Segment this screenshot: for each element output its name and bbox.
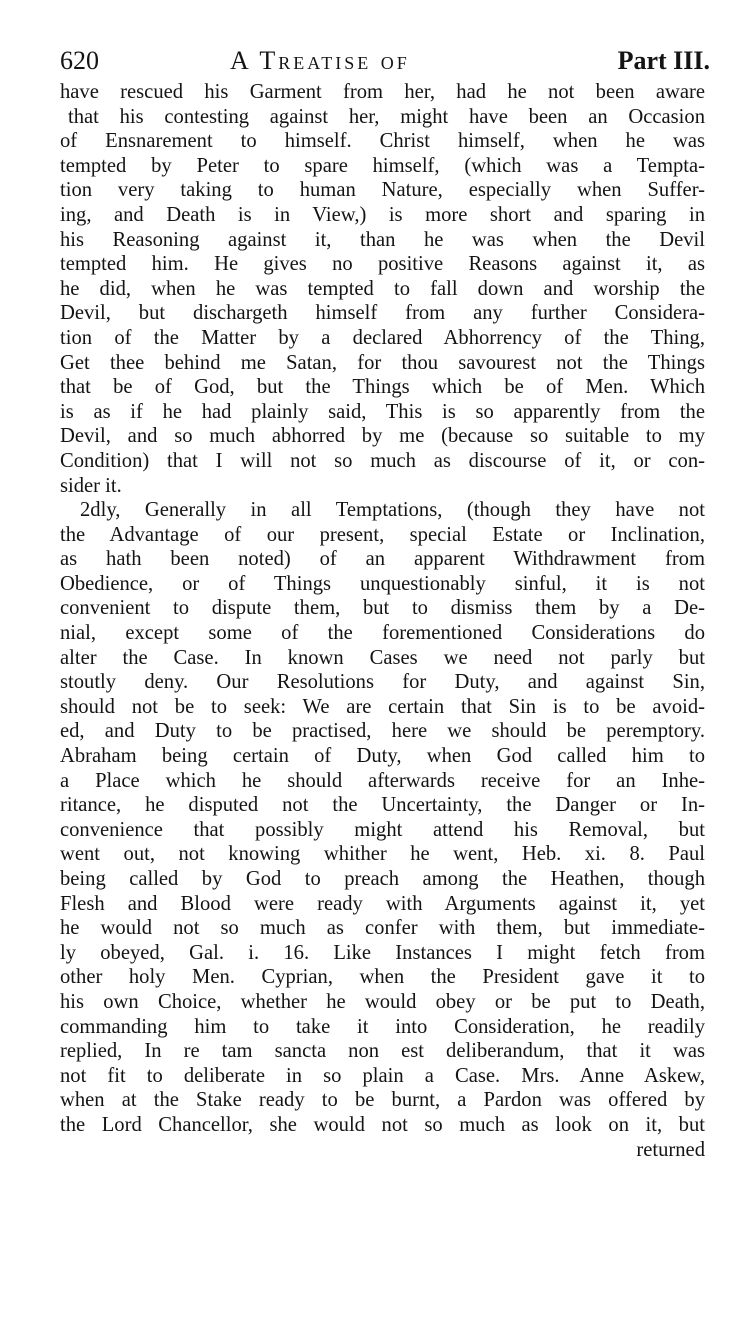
text-line: ly obeyed, Gal. i. 16. Like Instances I might fetch from (60, 941, 705, 964)
text-line: the Lord Chancellor, she would not so much as look on it, but (60, 1113, 705, 1136)
text-line: Devil, and so much abhorred by me (because so suitable to my (60, 425, 705, 448)
text-line: convenience that possibly might attend his Removal, but (60, 818, 705, 841)
text-line: tion very taking to human Nature, especially when Suffer- (60, 179, 705, 202)
text-line: Abraham being certain of Duty, when God called him to (60, 745, 705, 768)
text-line: stoutly deny. Our Resolutions for Duty, and against Sin, (60, 671, 705, 694)
text-line: went out, not knowing whither he went, Heb. xi. 8. Paul (60, 843, 705, 866)
text-line: replied, In re tam sancta non est deliberandum, that it was (60, 1040, 705, 1063)
text-line: other holy Men. Cyprian, when the President gave it to (60, 966, 705, 989)
text-line: ritance, he disputed not the Uncertainty, the Danger or In- (60, 794, 705, 817)
text-line: a Place which he should afterwards receive for an Inhe- (60, 769, 705, 792)
text-line: tion of the Matter by a declared Abhorrency of the Thing, (60, 326, 705, 349)
text-line: tempted him. He gives no positive Reasons against it, as (60, 253, 705, 276)
text-line: Condition) that I will not so much as discourse of it, or con- (60, 449, 705, 472)
text-line: tempted by Peter to spare himself, (which was a Tempta- (60, 154, 705, 177)
part-label: Part III. (617, 46, 710, 75)
text-line: should not be to seek: We are certain that Sin is to be avoid- (60, 695, 705, 718)
text-line: 2dly, Generally in all Temptations, (though they have not (80, 499, 705, 522)
text-line: convenient to dispute them, but to dismiss them by a De- (60, 597, 705, 620)
text-line: not fit to deliberate in so plain a Case. Mrs. Anne Askew, (60, 1064, 705, 1087)
text-line: of Ensnarement to himself. Christ himself, when he was (60, 130, 705, 153)
text-line: Get thee behind me Satan, for thou savourest not the Things (60, 351, 705, 374)
text-line: that his contesting against her, might have been an Occasion (68, 105, 705, 128)
text-line: sider it. (60, 474, 122, 497)
text-line: as hath been noted) of an apparent Withdrawment from (60, 548, 705, 571)
body-text (60, 80, 705, 1162)
text-line: is as if he had plainly said, This is so apparently from the (60, 400, 705, 423)
text-line: when at the Stake ready to be burnt, a Pardon was offered by (60, 1089, 705, 1112)
text-line: Obedience, or of Things unquestionably sinful, it is not (60, 572, 705, 595)
text-line: his Reasoning against it, than he was when the Devil (60, 228, 705, 251)
page-number: 620 (60, 46, 99, 75)
text-line: alter the Case. In known Cases we need not parly but (60, 646, 705, 669)
text-line: Flesh and Blood were ready with Arguments against it, yet (60, 892, 705, 915)
text-line: being called by God to preach among the Heathen, though (60, 868, 705, 890)
text-line: nial, except some of the forementioned Considerations do (60, 622, 705, 645)
text-line: he would not so much as confer with them, but immediate- (60, 917, 705, 940)
text-line: the Advantage of our present, special Estate or Inclination, (60, 523, 705, 546)
text-line: Devil, but dischargeth himself from any further Considera- (60, 302, 705, 325)
text-line: that be of God, but the Things which be of Men. Which (60, 376, 705, 399)
text-line: he did, when he was tempted to fall down and worship the (60, 277, 705, 300)
text-line: have rescued his Garment from her, had he not been aware (60, 81, 705, 103)
text-line: commanding him to take it into Consideration, he readily (60, 1015, 705, 1038)
catchword: returned (636, 1138, 705, 1161)
text-line: ed, and Duty to be practised, here we should be peremptory. (60, 720, 705, 743)
running-title: A Treatise of (230, 46, 410, 75)
text-line: ing, and Death is in View,) is more short and sparing in (60, 203, 705, 226)
text-line: his own Choice, whether he would obey or be put to Death, (60, 990, 705, 1013)
